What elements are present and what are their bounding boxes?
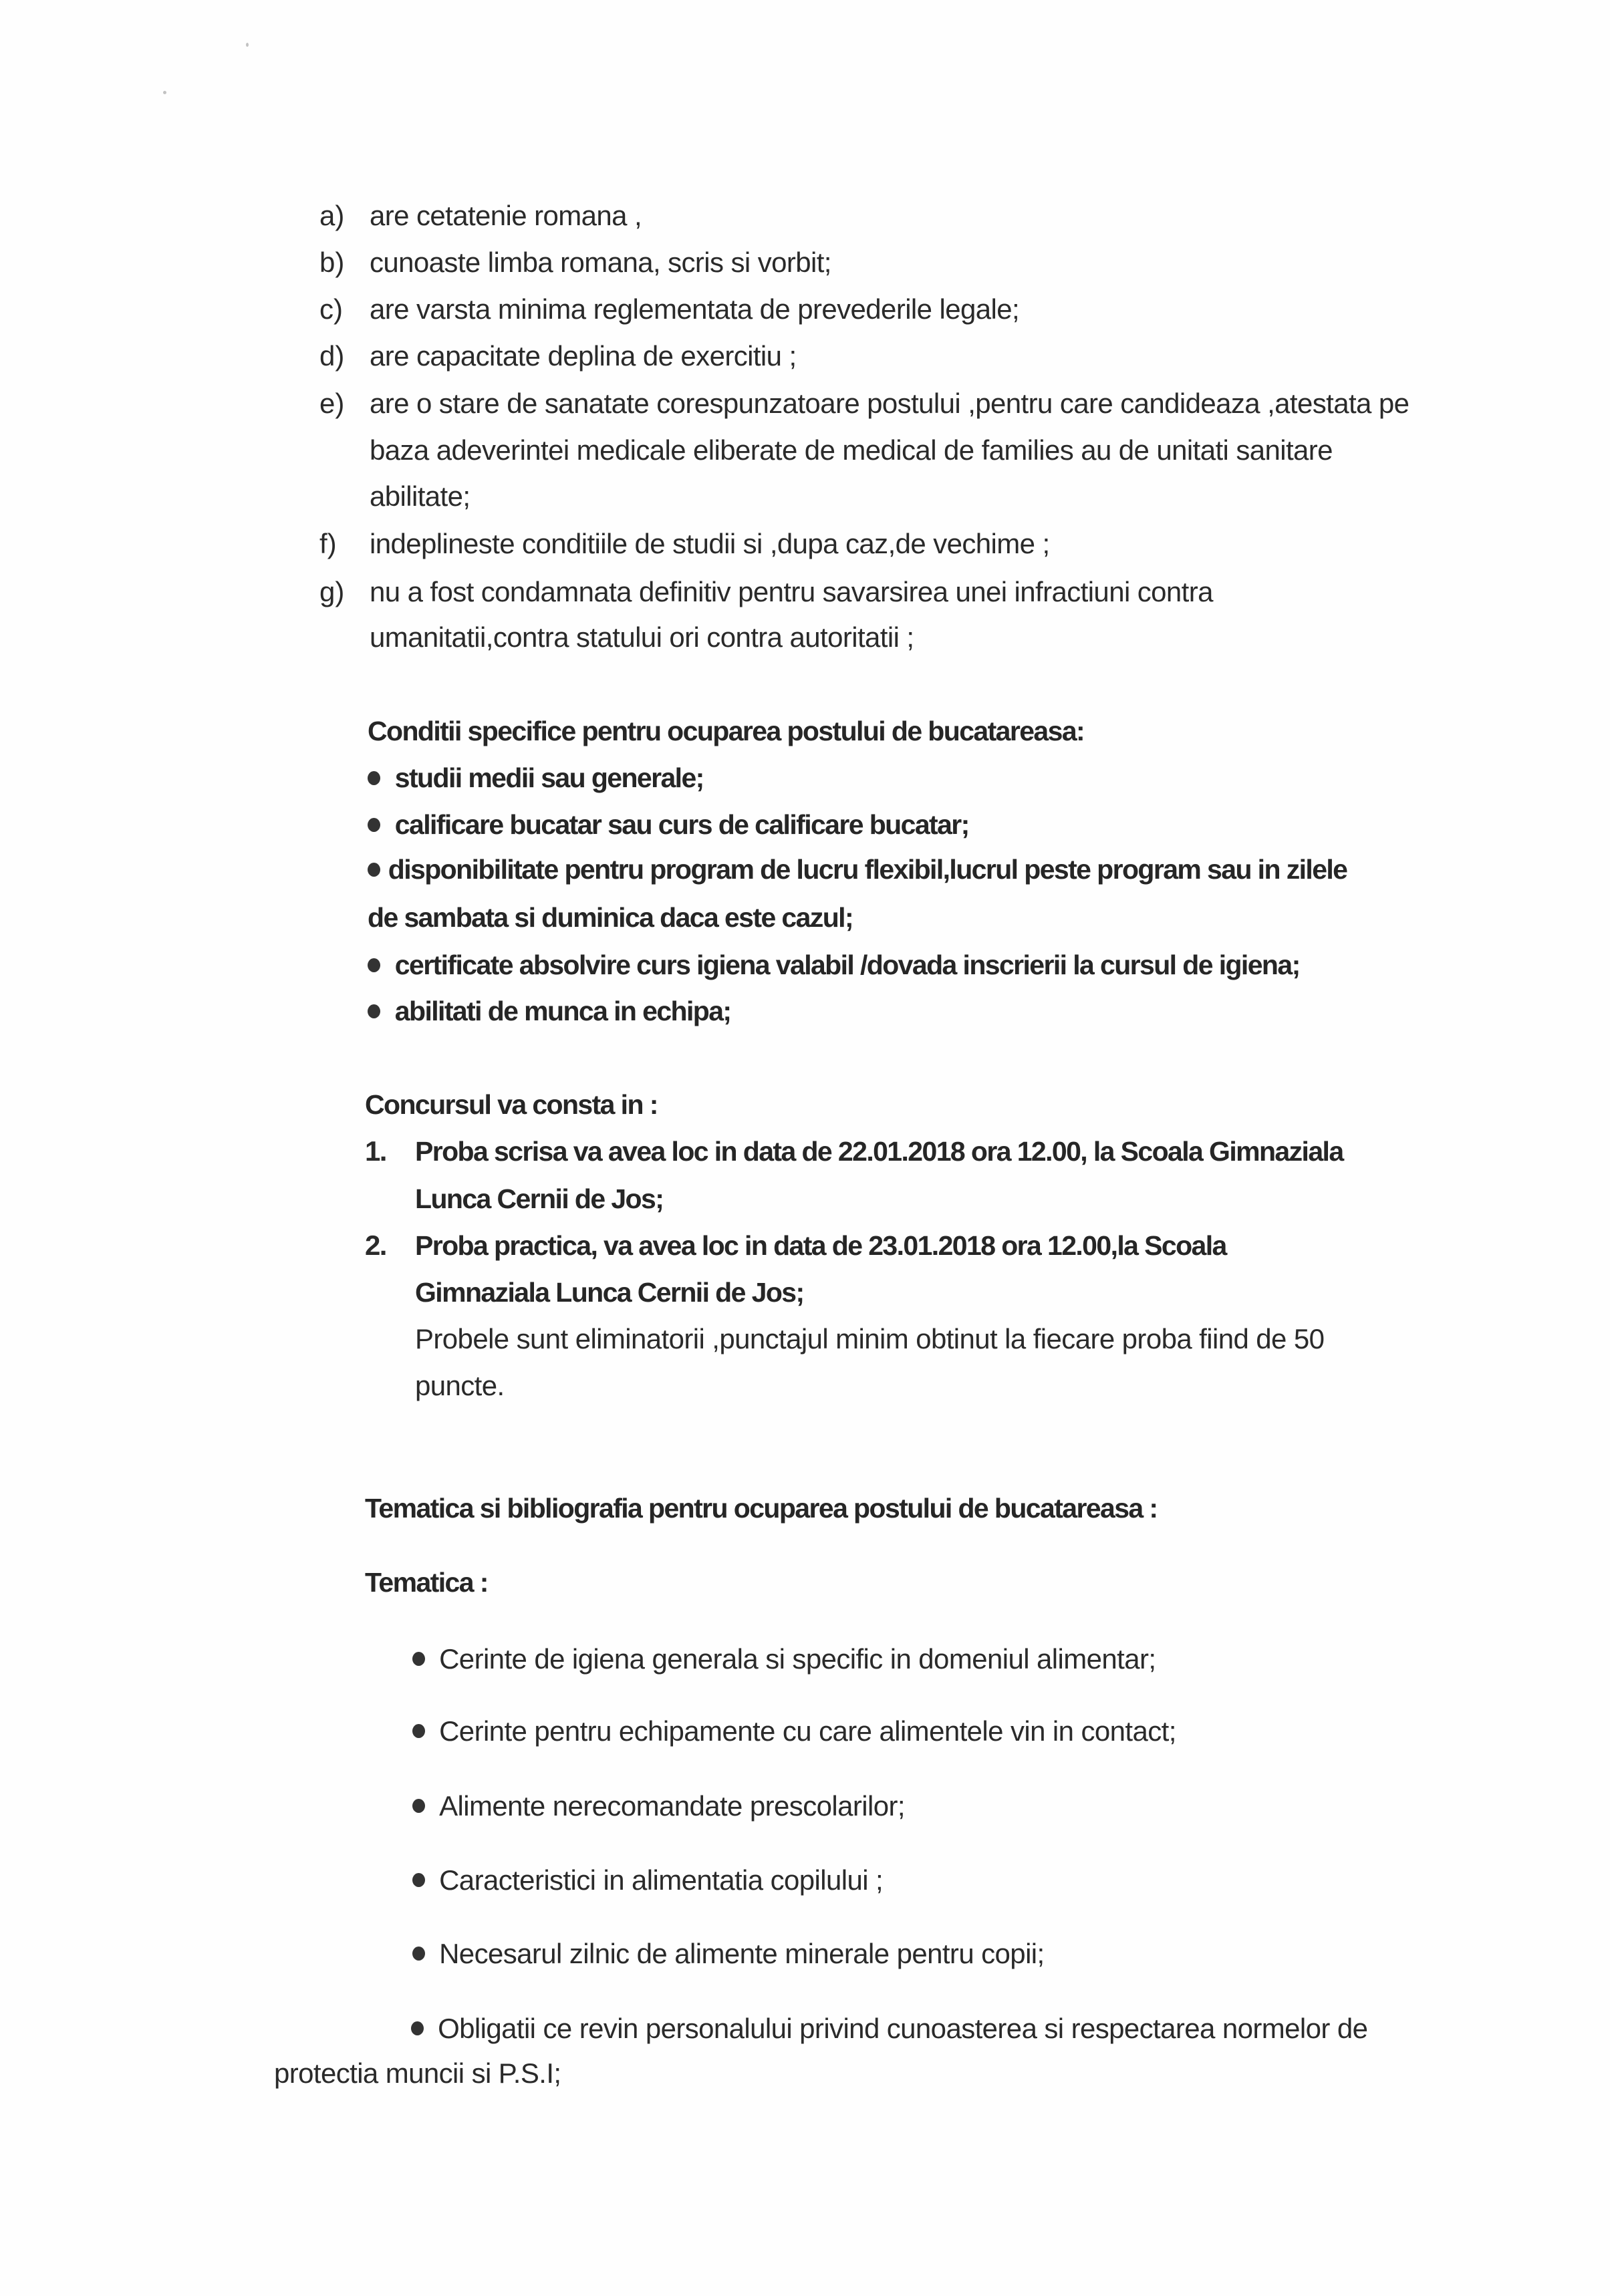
list-marker-c: c) bbox=[319, 293, 343, 325]
topic-text: Necesarul zilnic de alimente minerale pentru copii; bbox=[439, 1938, 1045, 1969]
topics-subheading: Tematica : bbox=[365, 1567, 488, 1598]
specific-condition-item bbox=[368, 994, 730, 1028]
bullet-icon bbox=[412, 1799, 425, 1813]
topic-item bbox=[411, 2012, 1367, 2045]
contest-item-number-2: 2. bbox=[365, 1230, 386, 1261]
eligibility-item-e-line-3: abilitate; bbox=[370, 480, 471, 512]
specific-condition-text: calificare bucatar sau curs de calificare bucatar; bbox=[394, 809, 969, 840]
bullet-icon bbox=[412, 1873, 425, 1887]
list-marker-e: e) bbox=[319, 388, 345, 419]
specific-condition-text: abilitati de munca in echipa; bbox=[394, 996, 731, 1026]
scan-speck bbox=[163, 91, 166, 94]
list-marker-f: f) bbox=[319, 528, 337, 559]
bullet-icon bbox=[412, 1724, 425, 1738]
topic-item bbox=[412, 1789, 905, 1823]
specific-conditions-heading: Conditii specifice pentru ocuparea postului de bucatareasa: bbox=[368, 716, 1085, 746]
topic-text: Caracteristici in alimentatia copilului ; bbox=[439, 1864, 884, 1896]
eligibility-item-e-line-1: are o stare de sanatate corespunzatoare postului ,pentru care candideaza ,atestata pe bbox=[370, 388, 1410, 419]
specific-condition-item bbox=[368, 948, 1300, 982]
eligibility-item-g-line-1: nu a fost condamnata definitiv pentru savarsirea unei infractiuni contra bbox=[370, 576, 1213, 607]
contest-item-number-1: 1. bbox=[365, 1135, 386, 1167]
eligibility-item-b: cunoaste limba romana, scris si vorbit; bbox=[370, 247, 831, 278]
topic-item bbox=[412, 1864, 883, 1897]
elimination-note-line-1: Probele sunt eliminatorii ,punctajul minim obtinut la fiecare proba fiind de 50 bbox=[415, 1323, 1325, 1354]
scan-speck bbox=[246, 43, 249, 47]
written-exam-line-1: Proba scrisa va avea loc in data de 22.01.2018 ora 12.00, la Scoala Gimnaziala bbox=[415, 1136, 1343, 1167]
eligibility-item-f: indeplineste conditiile de studii si ,dupa caz,de vechime ; bbox=[370, 528, 1050, 559]
bullet-icon bbox=[368, 1004, 380, 1018]
topic-text: Alimente nerecomandate prescolarilor; bbox=[439, 1790, 905, 1822]
list-marker-a: a) bbox=[319, 200, 345, 231]
list-marker-g: g) bbox=[319, 576, 345, 607]
bullet-icon bbox=[411, 2021, 424, 2035]
topic-text: Obligatii ce revin personalului privind cunoasterea si respectarea normelor de bbox=[438, 2013, 1368, 2044]
topic-item-continuation: protectia muncii si P.S.I; bbox=[274, 2057, 561, 2089]
bullet-icon bbox=[368, 771, 380, 785]
topic-item bbox=[412, 1715, 1176, 1748]
contest-heading: Concursul va consta in : bbox=[365, 1089, 658, 1120]
specific-condition-item bbox=[368, 761, 704, 795]
list-marker-d: d) bbox=[319, 340, 345, 372]
topic-text: Cerinte pentru echipamente cu care alimentele vin in contact; bbox=[439, 1715, 1176, 1747]
bullet-icon bbox=[368, 863, 380, 877]
topic-item bbox=[412, 1642, 1156, 1676]
specific-condition-item bbox=[368, 853, 1347, 886]
specific-condition-text: disponibilitate pentru program de lucru flexibil,lucrul peste program sau in zilele bbox=[388, 854, 1347, 885]
topic-text: Cerinte de igiena generala si specific in domeniul alimentar; bbox=[439, 1643, 1156, 1675]
bullet-icon bbox=[412, 1652, 425, 1666]
specific-condition-text: studii medii sau generale; bbox=[394, 762, 704, 793]
bullet-icon bbox=[368, 818, 380, 832]
eligibility-item-c: are varsta minima reglementata de prevederile legale; bbox=[370, 293, 1020, 325]
bullet-icon bbox=[412, 1947, 425, 1961]
practical-exam-line-1: Proba practica, va avea loc in data de 23.01.2018 ora 12.00,la Scoala bbox=[415, 1230, 1226, 1261]
topic-item bbox=[412, 1937, 1045, 1971]
topics-bibliography-heading: Tematica si bibliografia pentru ocuparea postului de bucatareasa : bbox=[365, 1493, 1158, 1524]
eligibility-item-d: are capacitate deplina de exercitiu ; bbox=[370, 340, 797, 372]
specific-condition-item bbox=[368, 808, 969, 841]
bullet-icon bbox=[368, 958, 380, 972]
written-exam-line-2: Lunca Cernii de Jos; bbox=[415, 1183, 664, 1214]
elimination-note-line-2: puncte. bbox=[415, 1370, 505, 1401]
specific-condition-text: certificate absolvire curs igiena valabil /dovada inscrierii la cursul de igiena; bbox=[394, 950, 1300, 980]
eligibility-item-e-line-2: baza adeverintei medicale eliberate de medical de families au de unitati sanitare bbox=[370, 434, 1333, 466]
eligibility-item-a: are cetatenie romana , bbox=[370, 200, 642, 231]
practical-exam-line-2: Gimnaziala Lunca Cernii de Jos; bbox=[415, 1277, 804, 1308]
eligibility-item-g-line-2: umanitatii,contra statului ori contra autoritatii ; bbox=[370, 621, 914, 653]
specific-condition-continuation: de sambata si duminica daca este cazul; bbox=[368, 902, 853, 933]
list-marker-b: b) bbox=[319, 247, 345, 278]
